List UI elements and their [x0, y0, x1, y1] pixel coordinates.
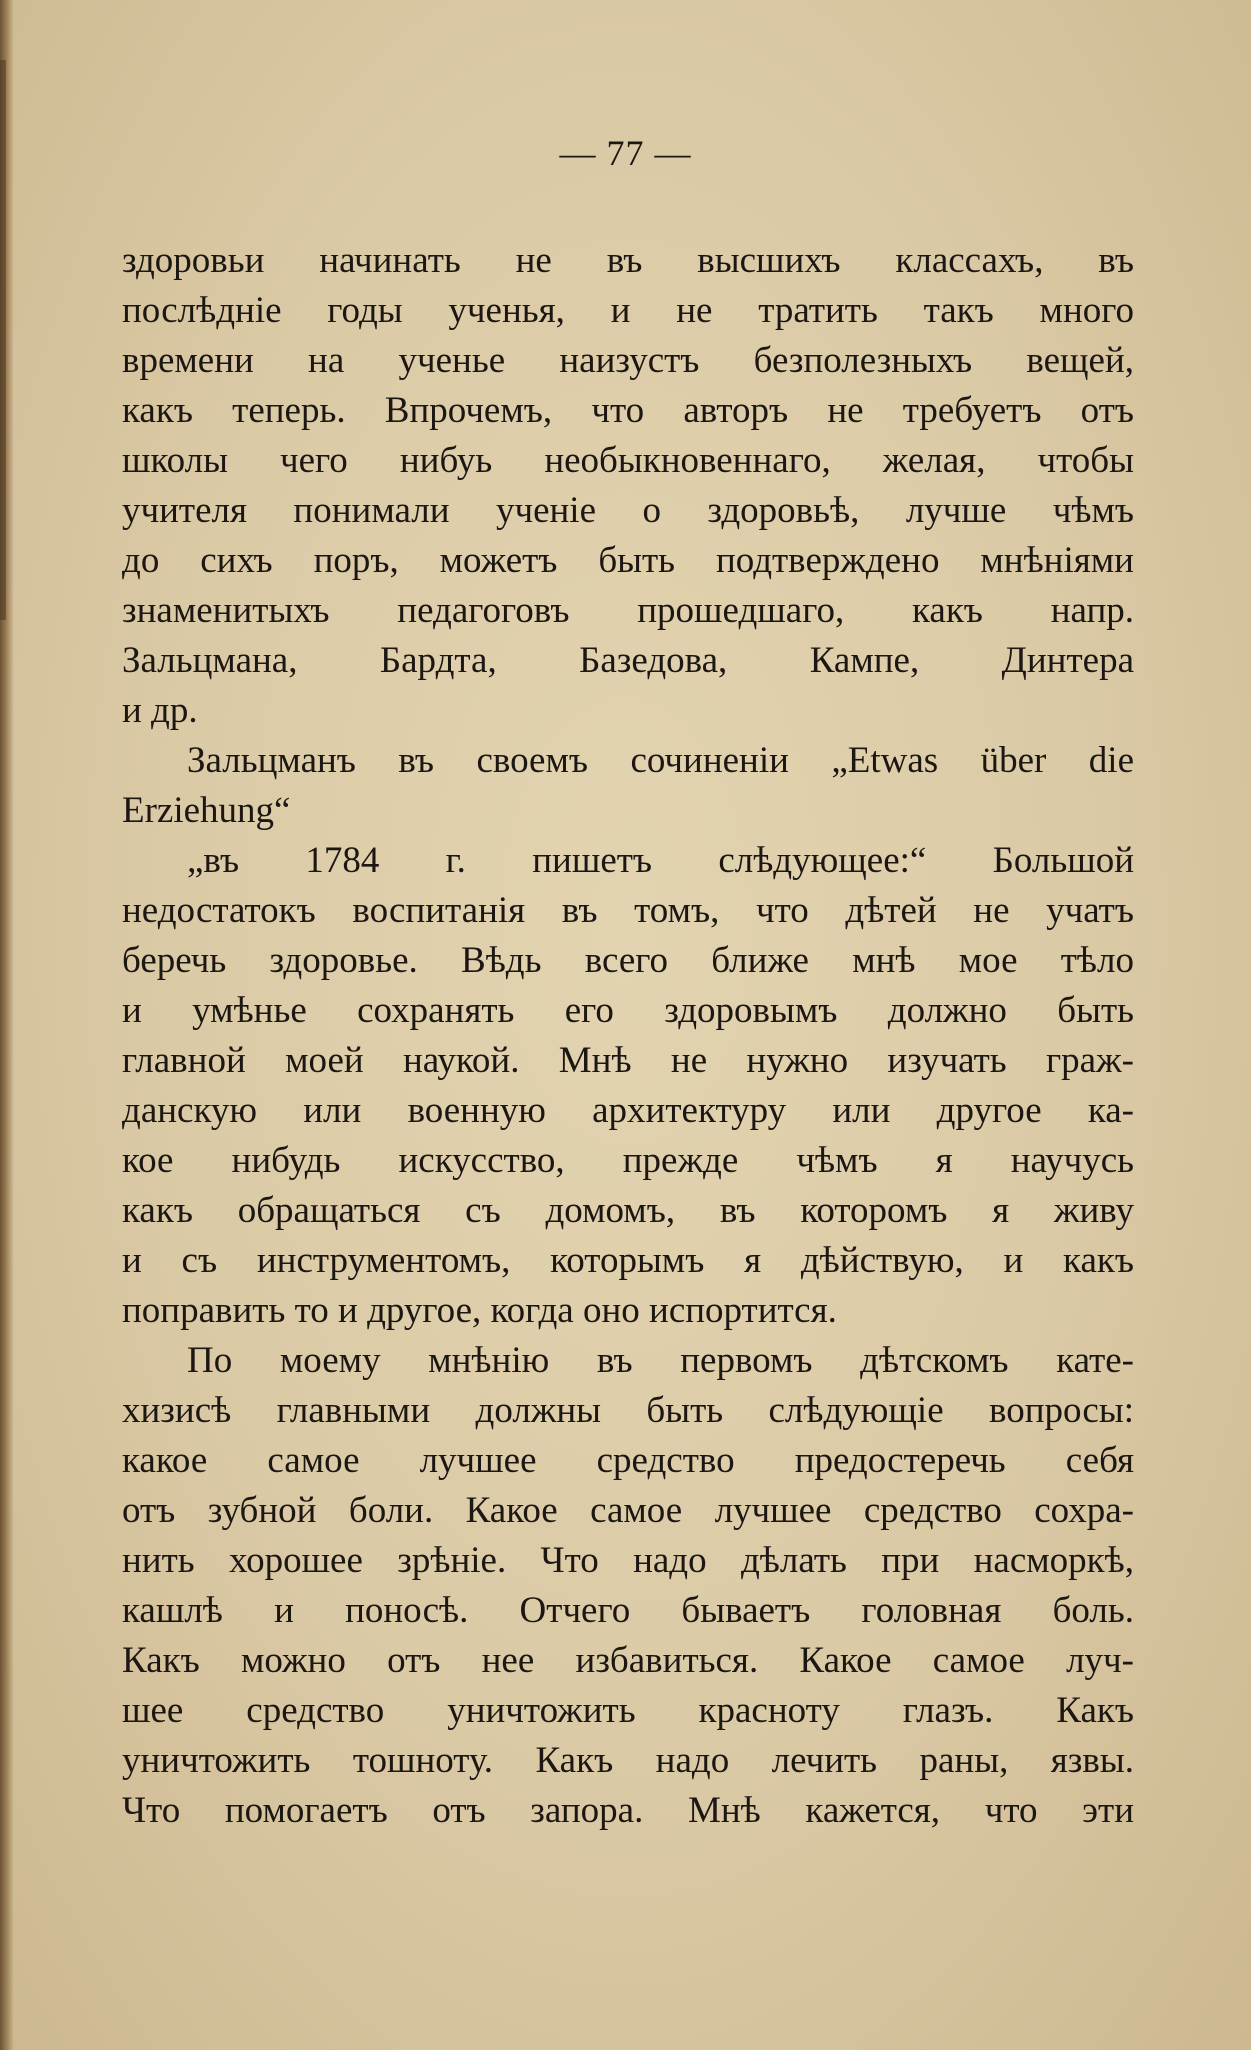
text-line: кое нибудь искусство, прежде чѣмъ я научусь: [122, 1140, 1134, 1181]
text-line: времени на ученье наизустъ безполезныхъ вещей,: [122, 340, 1134, 381]
text-line: какое самое лучшее средство предостеречь себя: [122, 1440, 1134, 1481]
text-line: и др.: [122, 690, 198, 731]
text-line: и съ инструментомъ, которымъ я дѣйствую, и какъ: [122, 1240, 1134, 1281]
text-line: послѣдніе годы ученья, и не тратить такъ много: [122, 290, 1134, 331]
text-line: Зальцманъ въ своемъ сочиненіи „Etwas über die: [187, 740, 1134, 781]
text-line: какъ теперь. Впрочемъ, что авторъ не требуетъ отъ: [122, 390, 1134, 431]
text-line: и умѣнье сохранять его здоровымъ должно быть: [122, 990, 1134, 1031]
body-text: [122, 236, 1134, 1836]
text-line: данскую или военную архитектуру или другое ка-: [122, 1090, 1134, 1131]
text-line: По моему мнѣнію въ первомъ дѣтскомъ кате-: [187, 1340, 1134, 1381]
text-line: уничтожить тошноту. Какъ надо лечить раны, язвы.: [122, 1740, 1134, 1781]
text-line: нить хорошее зрѣніе. Что надо дѣлать при насморкѣ,: [122, 1540, 1134, 1581]
text-line: „въ 1784 г. пишетъ слѣдующее:“ Большой: [187, 840, 1134, 881]
text-line: недостатокъ воспитанія въ томъ, что дѣтей не учатъ: [122, 890, 1134, 931]
text-line: Какъ можно отъ нее избавиться. Какое самое луч-: [122, 1640, 1134, 1681]
text-line: Erziehung“: [122, 790, 291, 831]
text-line: шее средство уничтожить красноту глазъ. Какъ: [122, 1690, 1134, 1731]
text-line: Что помогаетъ отъ запора. Мнѣ кажется, что эти: [122, 1790, 1134, 1831]
text-line: школы чего нибуь необыкновеннаго, желая, чтобы: [122, 440, 1134, 481]
text-line: какъ обращаться съ домомъ, въ которомъ я живу: [122, 1190, 1134, 1231]
text-line: здоровьи начинать не въ высшихъ классахъ, въ: [122, 240, 1134, 281]
text-line: поправить то и другое, когда оно испортится.: [122, 1290, 837, 1331]
text-line: Зальцмана, Бардта, Базедова, Кампе, Динтера: [122, 640, 1134, 681]
text-line: хизисѣ главными должны быть слѣдующіе вопросы:: [122, 1390, 1134, 1431]
text-line: главной моей наукой. Мнѣ не нужно изучать граж-: [122, 1040, 1134, 1081]
text-line: отъ зубной боли. Какое самое лучшее средство сохра-: [122, 1490, 1134, 1531]
text-line: учителя понимали ученіе о здоровьѣ, лучше чѣмъ: [122, 490, 1134, 531]
text-line: кашлѣ и поносѣ. Отчего бываетъ головная боль.: [122, 1590, 1134, 1631]
page-number: — 77 —: [559, 133, 692, 173]
text-line: знаменитыхъ педагоговъ прошедшаго, какъ напр.: [122, 590, 1134, 631]
text-line: беречь здоровье. Вѣдь всего ближе мнѣ мое тѣло: [122, 940, 1134, 981]
text-line: до сихъ поръ, можетъ быть подтверждено мнѣніями: [122, 540, 1134, 581]
